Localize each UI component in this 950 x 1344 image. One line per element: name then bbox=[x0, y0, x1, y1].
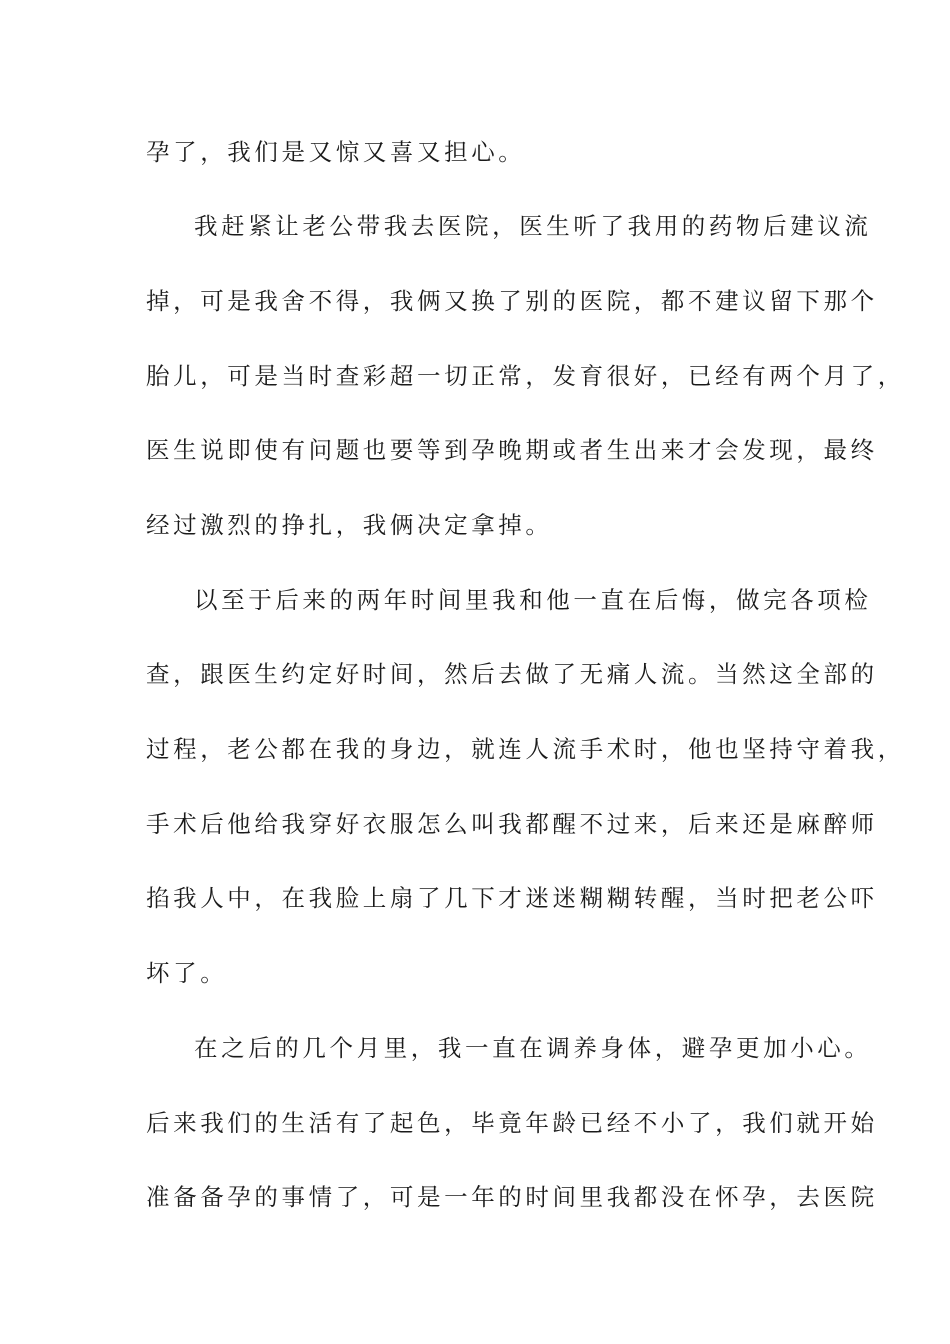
text-line: 孕了，我们是又惊又喜又担心。 bbox=[146, 138, 526, 166]
text-line: 过程，老公都在我的身边，就连人流手术时，他也坚持守着我， bbox=[146, 735, 905, 763]
text-line: 经过激烈的挣扎，我俩决定拿掉。 bbox=[146, 511, 553, 539]
text-line: 胎儿，可是当时查彩超一切正常，发育很好，已经有两个月了， bbox=[146, 362, 905, 390]
text-line: 准备备孕的事情了，可是一年的时间里我都没在怀孕，去医院 bbox=[146, 1183, 878, 1211]
text-line: 手术后他给我穿好衣服怎么叫我都醒不过来，后来还是麻醉师 bbox=[146, 810, 878, 838]
paragraph-start-line: 我赶紧让老公带我去医院，医生听了我用的药物后建议流 bbox=[194, 212, 872, 240]
text-line: 查，跟医生约定好时间，然后去做了无痛人流。当然这全部的 bbox=[146, 660, 878, 688]
text-line: 坏了。 bbox=[146, 959, 228, 987]
paragraph-start-line: 以至于后来的两年时间里我和他一直在后悔，做完各项检 bbox=[194, 586, 872, 614]
text-line: 后来我们的生活有了起色，毕竟年龄已经不小了，我们就开始 bbox=[146, 1109, 878, 1137]
paragraph-start-line: 在之后的几个月里，我一直在调养身体，避孕更加小心。 bbox=[194, 1034, 872, 1062]
text-line: 掉，可是我舍不得，我俩又换了别的医院，都不建议留下那个 bbox=[146, 287, 878, 315]
text-line: 医生说即使有问题也要等到孕晚期或者生出来才会发现，最终 bbox=[146, 436, 878, 464]
text-line: 掐我人中，在我脸上扇了几下才迷迷糊糊转醒，当时把老公吓 bbox=[146, 884, 878, 912]
